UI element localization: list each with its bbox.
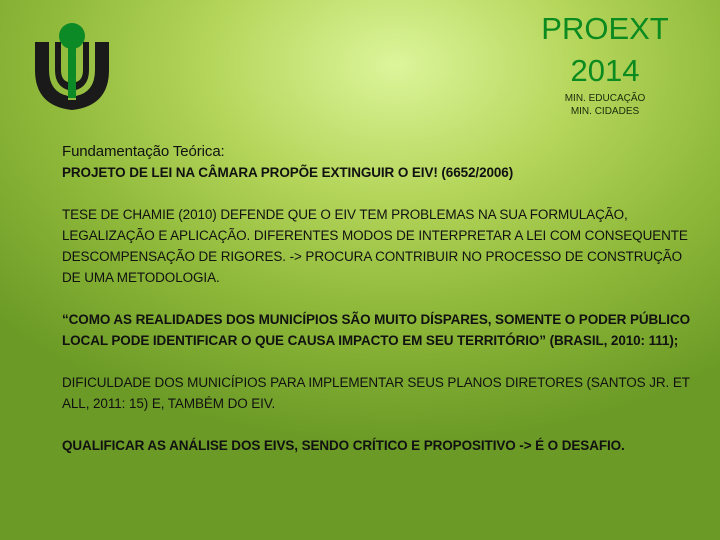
ministry-label: MIN. CIDADES	[570, 106, 640, 117]
section-heading: Fundamentação Teórica:	[62, 143, 225, 160]
ministries-list	[530, 92, 680, 118]
law-statement: PROJETO DE LEI NA CÂMARA PROPÕE EXTINGUIR O EIV! (6652/2006)	[62, 165, 514, 180]
challenge-paragraph: QUALIFICAR AS ANÁLISE DOS EIVS, SENDO CRÍTICO E PROPOSITIVO -> É O DESAFIO.	[62, 438, 625, 453]
thesis-paragraph: TESE DE CHAMIE (2010) DEFENDE QUE O EIV TEM PROBLEMAS NA SUA FORMULAÇÃO, LEGALIZAÇÃO E APLICAÇÃO. DIFERENTES MODOS DE INTERPRETAR A LEI COM CONSEQUENTE DESCOMPENSAÇÃO DE RIGORES. -> PROCURA CONTRIBUIR NO PROCESSO DE CONSTRUÇÃO DE UMA METODOLOGIA.	[62, 207, 688, 285]
university-logo-icon	[33, 20, 111, 112]
header-title: PROEXT	[541, 11, 669, 46]
ministry-label: MIN. EDUCAÇÃO	[564, 93, 646, 104]
header-title-block	[520, 8, 690, 92]
difficulty-paragraph: DIFICULDADE DOS MUNICÍPIOS PARA IMPLEMENTAR SEUS PLANOS DIRETORES (SANTOS JR. ET ALL, 2011: 15) E, TAMBÉM DO EIV.	[62, 375, 690, 411]
header-year: 2014	[570, 53, 640, 88]
slide-content	[62, 141, 690, 456]
quote-paragraph: “COMO AS REALIDADES DOS MUNICÍPIOS SÃO MUITO DÍSPARES, SOMENTE O PODER PÚBLICO LOCAL PODE IDENTIFICAR O QUE CAUSA IMPACTO EM SEU TERRITÓRIO” (BRASIL, 2010: 111);	[62, 312, 691, 348]
